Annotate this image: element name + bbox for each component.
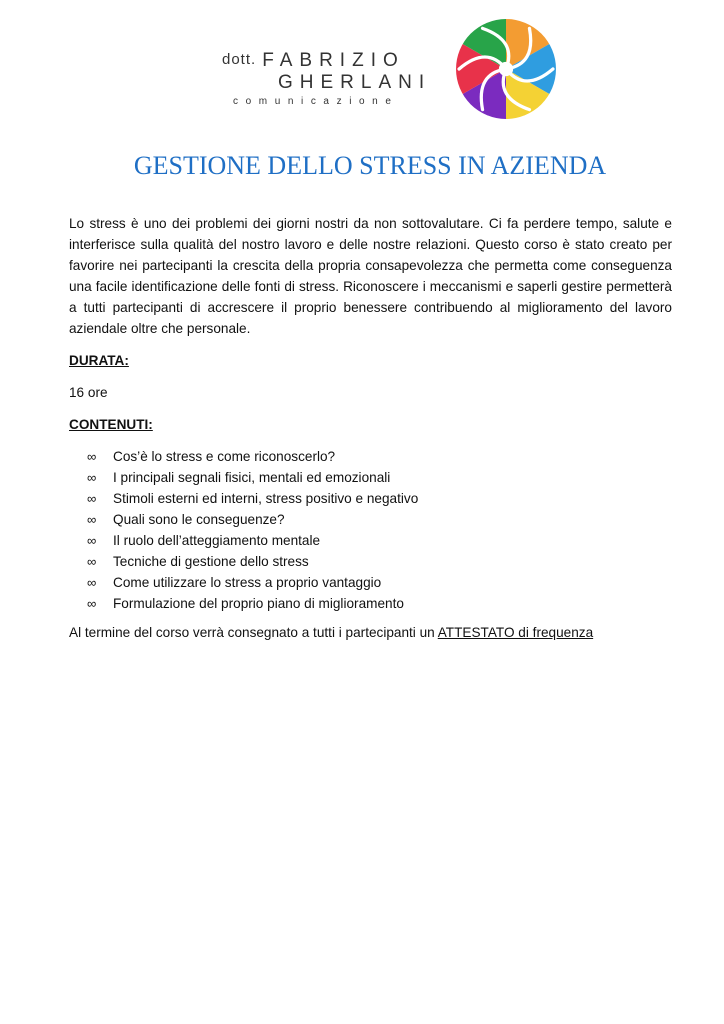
brand-last-name: GHERLANI [278, 72, 432, 93]
infinity-bullet-icon: ∞ [87, 512, 97, 527]
infinity-bullet-icon: ∞ [87, 533, 97, 548]
list-item: ∞ I principali segnali fisici, mentali ed emozionali [69, 467, 672, 488]
list-item: ∞ Come utilizzare lo stress a proprio vantaggio [69, 572, 672, 593]
list-item: ∞ Tecniche di gestione dello stress [69, 551, 672, 572]
brand-subtitle: comunicazione [233, 96, 399, 107]
infinity-bullet-icon: ∞ [87, 596, 97, 611]
infinity-bullet-icon: ∞ [87, 449, 97, 464]
intro-paragraph: Lo stress è uno dei problemi dei giorni nostri da non sottovalutare. Ci fa perdere tempo, salute e interferisce sulla qualità del nostro lavoro e delle nostre relazioni. Questo corso è stato creato per favorire nei partecipanti la crescita della propria consapevolezza che permetta come conseguenza una facile identificazione delle fonti di stress. Riconoscere i meccanismi e saperli gestire permetterà a tutti partecipanti di accrescere il proprio benessere contribuendo al miglioramento del lavoro aziendale oltre che personale. [69, 216, 672, 336]
infinity-bullet-icon: ∞ [87, 491, 97, 506]
list-item: ∞ Quali sono le conseguenze? [69, 509, 672, 530]
logo-icon [455, 18, 557, 120]
infinity-bullet-icon: ∞ [87, 575, 97, 590]
page-title: GESTIONE DELLO STRESS IN AZIENDA [133, 151, 607, 180]
list-item: ∞ Formulazione del proprio piano di miglioramento [69, 593, 672, 614]
list-item: ∞ Il ruolo dell’atteggiamento mentale [69, 530, 672, 551]
contenuti-list [69, 446, 672, 614]
brand-prefix: dott. [222, 51, 257, 68]
document-body [69, 213, 672, 643]
logo-center [499, 62, 513, 76]
contenuti-heading: CONTENUTI: [69, 417, 153, 432]
brand-first-name: FABRIZIO [262, 50, 405, 71]
header [0, 0, 724, 130]
infinity-bullet-icon: ∞ [87, 554, 97, 569]
list-item: ∞ Stimoli esterni ed interni, stress positivo e negativo [69, 488, 672, 509]
durata-heading: DURATA: [69, 353, 129, 368]
list-item: ∞ Cos’è lo stress e come riconoscerlo? [69, 446, 672, 467]
closing-text: Al termine del corso verrà consegnato a tutti i partecipanti un [69, 625, 438, 640]
durata-value: 16 ore [69, 385, 108, 400]
infinity-bullet-icon: ∞ [87, 470, 97, 485]
brand-name [222, 50, 432, 107]
closing-paragraph [69, 622, 672, 643]
attestato-link: ATTESTATO di frequenza [437, 625, 594, 640]
